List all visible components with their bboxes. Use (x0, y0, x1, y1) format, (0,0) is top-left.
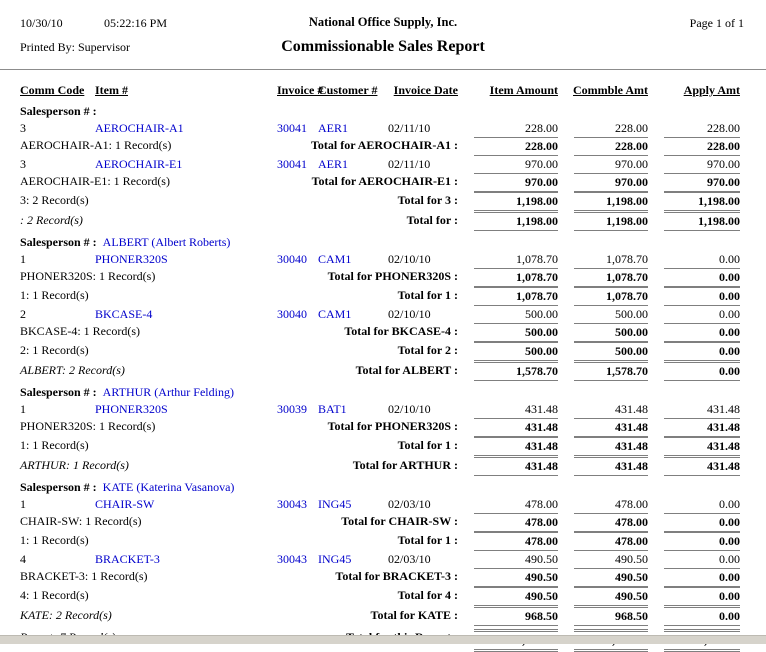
report-date: 10/30/10 (20, 16, 63, 30)
amount-cell: 970.00 (525, 157, 558, 171)
customer-cell (318, 156, 380, 173)
amount-cell: 500.00 (615, 307, 648, 321)
total-amount-cell: 968.50 (474, 607, 558, 626)
customer-link[interactable]: AER1 (318, 157, 348, 171)
record-count-label: 1: 1 Record(s) (20, 288, 89, 302)
customer-link[interactable]: BAT1 (318, 402, 347, 416)
comm-code-cell: 2 (20, 307, 26, 321)
total-label: Total for 1 : (397, 533, 458, 547)
item-link[interactable]: CHAIR-SW (95, 497, 155, 511)
total-amount-cell: 490.50 (574, 587, 648, 606)
invoice-cell (277, 306, 318, 323)
table-row (0, 496, 766, 513)
total-amount-cell: 478.00 (574, 513, 648, 532)
report-body (0, 103, 766, 652)
total-label: Total for BKCASE-4 : (344, 324, 458, 338)
subtotal-row (0, 173, 766, 192)
total-amount-cell: 1,578.70 (574, 362, 648, 381)
customer-link[interactable]: CAM1 (318, 307, 352, 321)
table-row (0, 120, 766, 137)
item-cell (95, 401, 277, 418)
subtotal-row (0, 362, 766, 381)
record-count-label: AEROCHAIR-A1: 1 Record(s) (20, 138, 172, 152)
salesperson-group-header (0, 384, 766, 401)
salesperson-group-header (0, 103, 766, 120)
record-count-label: 3: 2 Record(s) (20, 193, 89, 207)
record-count-label: 1: 1 Record(s) (20, 533, 89, 547)
col-header-customer: Customer # (318, 83, 378, 97)
total-amount-cell: 1,078.70 (574, 268, 648, 287)
total-amount-cell: 228.00 (664, 137, 740, 156)
subtotal-row (0, 568, 766, 587)
comm-code-cell: 3 (20, 121, 26, 135)
invoice-date-cell: 02/03/10 (388, 552, 431, 566)
item-link[interactable]: AEROCHAIR-A1 (95, 121, 184, 135)
item-link[interactable]: AEROCHAIR-E1 (95, 157, 183, 171)
salesperson-link[interactable]: KATE (Katerina Vasanova) (102, 480, 235, 494)
invoice-date-cell: 02/10/10 (388, 252, 431, 266)
salesperson-label: Salesperson # : (20, 235, 97, 249)
total-amount-cell: 1,198.00 (664, 212, 740, 231)
salesperson-label: Salesperson # : (20, 104, 97, 118)
invoice-link[interactable]: 30043 (277, 497, 307, 511)
invoice-date-cell: 02/11/10 (388, 157, 431, 171)
total-amount-cell: 1,078.70 (474, 268, 558, 287)
col-header-comm-code: Comm Code (20, 83, 85, 97)
item-cell (95, 496, 277, 513)
customer-link[interactable]: ING45 (318, 497, 352, 511)
total-amount-cell: 1,198.00 (474, 192, 558, 211)
col-header-item: Item # (95, 83, 128, 97)
table-row (0, 156, 766, 173)
subtotal-row (0, 342, 766, 361)
invoice-date-cell: 02/10/10 (388, 307, 431, 321)
invoice-cell (277, 120, 318, 137)
amount-cell: 1,078.70 (516, 252, 558, 266)
invoice-link[interactable]: 30043 (277, 552, 307, 566)
subtotal-row (0, 192, 766, 211)
record-count-label: AEROCHAIR-E1: 1 Record(s) (20, 174, 170, 188)
item-link[interactable]: PHONER320S (95, 252, 168, 266)
col-header-item-amount: Item Amount (489, 83, 558, 97)
item-link[interactable]: BKCASE-4 (95, 307, 153, 321)
total-label: Total for ALBERT : (355, 363, 458, 377)
amount-cell: 0.00 (719, 252, 740, 266)
subtotal-row (0, 437, 766, 456)
col-header-commble-amt: Commble Amt (573, 83, 648, 97)
column-header-row (0, 82, 766, 99)
total-amount-cell: 228.00 (474, 137, 558, 156)
subtotal-row (0, 323, 766, 342)
total-label: Total for PHONER320S : (327, 419, 458, 433)
total-amount-cell: 431.48 (474, 457, 558, 476)
total-amount-cell: 500.00 (574, 342, 648, 361)
total-amount-cell: 0.00 (664, 513, 740, 532)
window-edge (0, 635, 766, 644)
total-amount-cell: 431.48 (574, 418, 648, 437)
amount-cell: 1,078.70 (606, 252, 648, 266)
total-amount-cell: 970.00 (474, 173, 558, 192)
total-amount-cell: 478.00 (474, 513, 558, 532)
salesperson-label: Salesperson # : (20, 385, 97, 399)
salesperson-group-header (0, 479, 766, 496)
subtotal-row (0, 587, 766, 606)
subtotal-row (0, 607, 766, 626)
comm-code-cell: 1 (20, 497, 26, 511)
invoice-cell (277, 251, 318, 268)
customer-cell (318, 496, 380, 513)
record-count-label: : 2 Record(s) (20, 213, 83, 227)
invoice-date-cell: 02/10/10 (388, 402, 431, 416)
invoice-cell (277, 401, 318, 418)
amount-cell: 228.00 (707, 121, 740, 135)
total-label: Total for CHAIR-SW : (341, 514, 458, 528)
total-amount-cell: 490.50 (574, 568, 648, 587)
total-amount-cell: 500.00 (474, 323, 558, 342)
item-cell (95, 120, 277, 137)
item-cell (95, 306, 277, 323)
total-amount-cell: 431.48 (574, 437, 648, 456)
salesperson-label: Salesperson # : (20, 480, 97, 494)
total-amount-cell: 431.48 (664, 418, 740, 437)
salesperson-link[interactable]: ARTHUR (Arthur Felding) (102, 385, 234, 399)
record-count-label: 2: 1 Record(s) (20, 343, 89, 357)
total-amount-cell: 228.00 (574, 137, 648, 156)
table-row (0, 551, 766, 568)
amount-cell: 431.48 (707, 402, 740, 416)
total-label: Total for ARTHUR : (352, 458, 458, 472)
invoice-link[interactable]: 30041 (277, 157, 307, 171)
total-label: Total for : (406, 213, 458, 227)
subtotal-row (0, 287, 766, 306)
total-label: Total for BRACKET-3 : (335, 569, 458, 583)
item-cell (95, 156, 277, 173)
total-amount-cell: 0.00 (664, 287, 740, 306)
subtotal-row (0, 418, 766, 437)
invoice-date-cell: 02/03/10 (388, 497, 431, 511)
item-link[interactable]: BRACKET-3 (95, 552, 160, 566)
amount-cell: 490.50 (525, 552, 558, 566)
amount-cell: 431.48 (525, 402, 558, 416)
customer-link[interactable]: AER1 (318, 121, 348, 135)
subtotal-row (0, 513, 766, 532)
customer-cell (318, 551, 380, 568)
invoice-link[interactable]: 30041 (277, 121, 307, 135)
total-amount-cell: 970.00 (574, 173, 648, 192)
customer-link[interactable]: ING45 (318, 552, 352, 566)
total-amount-cell: 0.00 (664, 607, 740, 626)
amount-cell: 431.48 (615, 402, 648, 416)
col-header-invoice: Invoice # (277, 83, 324, 97)
item-cell (95, 551, 277, 568)
record-count-label: 1: 1 Record(s) (20, 438, 89, 452)
customer-cell (318, 401, 380, 418)
total-amount-cell: 431.48 (664, 437, 740, 456)
invoice-cell (277, 496, 318, 513)
record-count-label: KATE: 2 Record(s) (20, 608, 112, 622)
total-amount-cell: 0.00 (664, 587, 740, 606)
total-amount-cell: 431.48 (664, 457, 740, 476)
total-amount-cell: 1,078.70 (574, 287, 648, 306)
subtotal-row (0, 532, 766, 551)
amount-cell: 970.00 (707, 157, 740, 171)
subtotal-row (0, 212, 766, 231)
record-count-label: BKCASE-4: 1 Record(s) (20, 324, 140, 338)
subtotal-row (0, 457, 766, 476)
subtotal-row (0, 268, 766, 287)
customer-cell (318, 251, 380, 268)
subtotal-row (0, 137, 766, 156)
comm-code-cell: 1 (20, 402, 26, 416)
amount-cell: 478.00 (615, 497, 648, 511)
col-header-apply-amt: Apply Amt (683, 83, 740, 97)
report-header (0, 0, 766, 70)
total-amount-cell: 478.00 (574, 532, 648, 551)
total-amount-cell: 968.50 (574, 607, 648, 626)
total-amount-cell: 1,198.00 (474, 212, 558, 231)
record-count-label: CHAIR-SW: 1 Record(s) (20, 514, 142, 528)
company-name: National Office Supply, Inc. (308, 15, 458, 29)
record-count-label: 4: 1 Record(s) (20, 588, 89, 602)
amount-cell: 490.50 (615, 552, 648, 566)
comm-code-cell: 4 (20, 552, 26, 566)
col-header-invoice-date: Invoice Date (393, 83, 458, 97)
printed-by-label: Printed By: Supervisor (20, 40, 130, 54)
amount-cell: 228.00 (525, 121, 558, 135)
record-count-label: ALBERT: 2 Record(s) (20, 363, 125, 377)
amount-cell: 0.00 (719, 552, 740, 566)
item-cell (95, 251, 277, 268)
table-row (0, 306, 766, 323)
invoice-link[interactable]: 30039 (277, 402, 307, 416)
total-amount-cell: 0.00 (664, 268, 740, 287)
total-amount-cell: 1,078.70 (474, 287, 558, 306)
total-amount-cell: 431.48 (474, 437, 558, 456)
report-time: 05:22:16 PM (104, 16, 168, 30)
total-amount-cell: 0.00 (664, 362, 740, 381)
total-amount-cell: 490.50 (474, 587, 558, 606)
total-amount-cell: 500.00 (474, 342, 558, 361)
total-amount-cell: 1,198.00 (574, 192, 648, 211)
record-count-label: PHONER320S: 1 Record(s) (20, 419, 156, 433)
record-count-label: ARTHUR: 1 Record(s) (20, 458, 129, 472)
total-amount-cell: 1,198.00 (664, 192, 740, 211)
amount-cell: 0.00 (719, 497, 740, 511)
total-label: Total for 4 : (397, 588, 458, 602)
total-amount-cell: 490.50 (474, 568, 558, 587)
total-amount-cell: 431.48 (474, 418, 558, 437)
amount-cell: 970.00 (615, 157, 648, 171)
amount-cell: 500.00 (525, 307, 558, 321)
amount-cell: 228.00 (615, 121, 648, 135)
total-label: Total for 1 : (397, 288, 458, 302)
record-count-label: BRACKET-3: 1 Record(s) (20, 569, 148, 583)
total-label: Total for 1 : (397, 438, 458, 452)
total-amount-cell: 0.00 (664, 568, 740, 587)
total-amount-cell: 431.48 (574, 457, 648, 476)
total-amount-cell: 0.00 (664, 323, 740, 342)
total-amount-cell: 478.00 (474, 532, 558, 551)
total-amount-cell: 0.00 (664, 532, 740, 551)
item-link[interactable]: PHONER320S (95, 402, 168, 416)
amount-cell: 478.00 (525, 497, 558, 511)
invoice-cell (277, 156, 318, 173)
table-row (0, 401, 766, 418)
amount-cell: 0.00 (719, 307, 740, 321)
customer-link[interactable]: CAM1 (318, 252, 352, 266)
table-row (0, 251, 766, 268)
invoice-date-cell: 02/11/10 (388, 121, 431, 135)
total-label: Total for KATE : (370, 608, 458, 622)
invoice-link[interactable]: 30040 (277, 307, 307, 321)
salesperson-link[interactable]: ALBERT (Albert Roberts) (102, 235, 231, 249)
page-indicator: Page 1 of 1 (689, 16, 744, 30)
total-label: Total for AEROCHAIR-A1 : (310, 138, 458, 152)
total-amount-cell: 1,578.70 (474, 362, 558, 381)
record-count-label: PHONER320S: 1 Record(s) (20, 269, 156, 283)
salesperson-group-header (0, 234, 766, 251)
total-amount-cell: 1,198.00 (574, 212, 648, 231)
total-label: Total for 3 : (397, 193, 458, 207)
total-label: Total for AEROCHAIR-E1 : (311, 174, 458, 188)
customer-cell (318, 306, 380, 323)
invoice-cell (277, 551, 318, 568)
comm-code-cell: 3 (20, 157, 26, 171)
total-amount-cell: 970.00 (664, 173, 740, 192)
report-title: Commissionable Sales Report (281, 38, 485, 55)
total-label: Total for 2 : (397, 343, 458, 357)
invoice-link[interactable]: 30040 (277, 252, 307, 266)
total-label: Total for PHONER320S : (327, 269, 458, 283)
comm-code-cell: 1 (20, 252, 26, 266)
total-amount-cell: 500.00 (574, 323, 648, 342)
total-amount-cell: 0.00 (664, 342, 740, 361)
customer-cell (318, 120, 380, 137)
